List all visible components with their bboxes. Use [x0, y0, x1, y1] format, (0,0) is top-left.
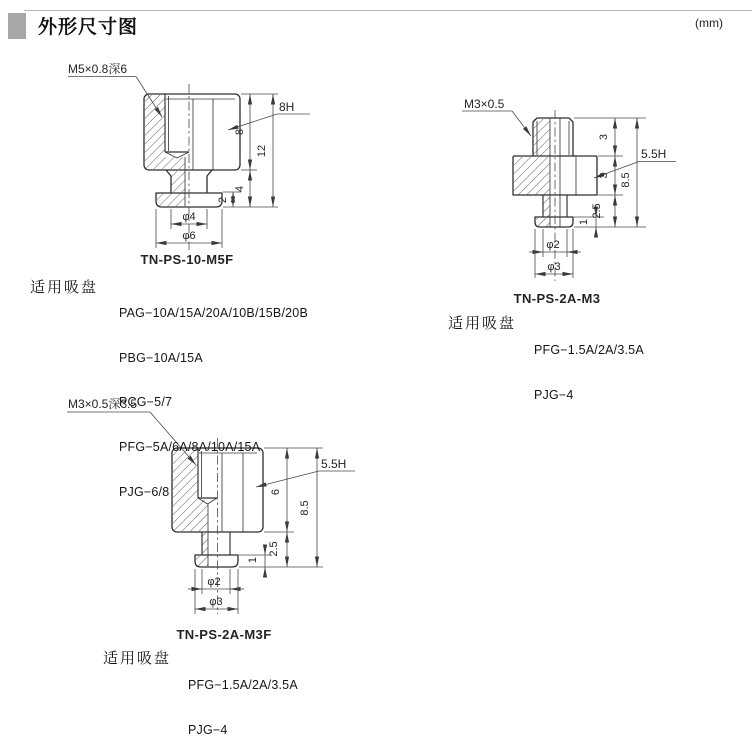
thread-callout: M3×0.5深3.5	[68, 397, 138, 411]
dim-body-height: 8	[234, 128, 246, 136]
section-marker	[8, 13, 26, 39]
dim-stud-height: 3	[598, 133, 610, 141]
dim-flange-height: 2	[217, 196, 229, 204]
pads-list-2	[534, 313, 644, 417]
pads-label-3: 适用吸盘	[103, 650, 172, 667]
dim-stem-dia: φ2	[207, 576, 221, 588]
dim-total-height: 8.5	[299, 500, 311, 516]
pad-models-line: PFG−1.5A/2A/3.5A	[188, 677, 298, 692]
pads-label-2: 适用吸盘	[448, 315, 517, 332]
dim-flange-height: 1	[247, 556, 259, 564]
pad-models-line: PJG−4	[188, 722, 228, 737]
dim-flange-dia: φ6	[182, 230, 196, 242]
dim-flange-dia: φ3	[209, 596, 223, 608]
dim-lower-height: 2.5	[268, 541, 280, 557]
dim-flange-dia: φ3	[547, 261, 561, 273]
model-caption: TN-PS-2A-M3	[513, 291, 601, 306]
drawing-tn-ps-2a-m3	[440, 85, 680, 310]
dim-total-height: 8.5	[620, 172, 632, 188]
header-rule	[24, 10, 752, 11]
thread-callout: M5×0.8深6	[68, 62, 128, 76]
pad-models-line: PFG−1.5A/2A/3.5A	[534, 342, 644, 357]
dim-total-height: 12	[256, 144, 268, 158]
model-caption: TN-PS-2A-M3F	[176, 627, 272, 642]
hex-width-label: 5.5H	[641, 147, 667, 161]
pad-models-line: PJG−4	[534, 387, 574, 402]
model-caption: TN-PS-10-M5F	[140, 252, 234, 267]
pad-models-line: PCG−5/7	[119, 395, 173, 410]
thread-callout: M3×0.5	[464, 97, 505, 111]
unit-label: (mm)	[695, 16, 723, 30]
pads-list-3	[188, 648, 298, 752]
drawing-tn-ps-10-m5f	[20, 50, 320, 270]
dimension-texts	[464, 97, 666, 306]
pad-models-line: PJG−6/8	[119, 484, 170, 499]
dim-stem-dia: φ4	[182, 211, 196, 223]
pads-label-1: 适用吸盘	[30, 279, 99, 296]
dim-hex-height: 3	[598, 172, 610, 179]
pads-list-1	[119, 276, 308, 515]
pad-models-line: PFG−5A/6A/8A/10A/15A	[119, 439, 261, 454]
hex-width-label: 8H	[279, 100, 295, 114]
dim-flange-height: 1	[578, 218, 590, 226]
dim-lower-height: 4	[234, 185, 246, 193]
hatch-areas	[514, 119, 550, 227]
pad-models-line: PBG−10A/15A	[119, 350, 203, 365]
page-title: 外形尺寸图	[38, 17, 139, 38]
dim-lower-height: 2.5	[591, 203, 603, 219]
dim-body-height: 6	[270, 488, 282, 496]
hex-width-label: 5.5H	[321, 457, 347, 471]
pad-models-line: PAG−10A/15A/20A/10B/15B/20B	[119, 305, 308, 320]
dim-stem-dia: φ2	[546, 239, 560, 251]
